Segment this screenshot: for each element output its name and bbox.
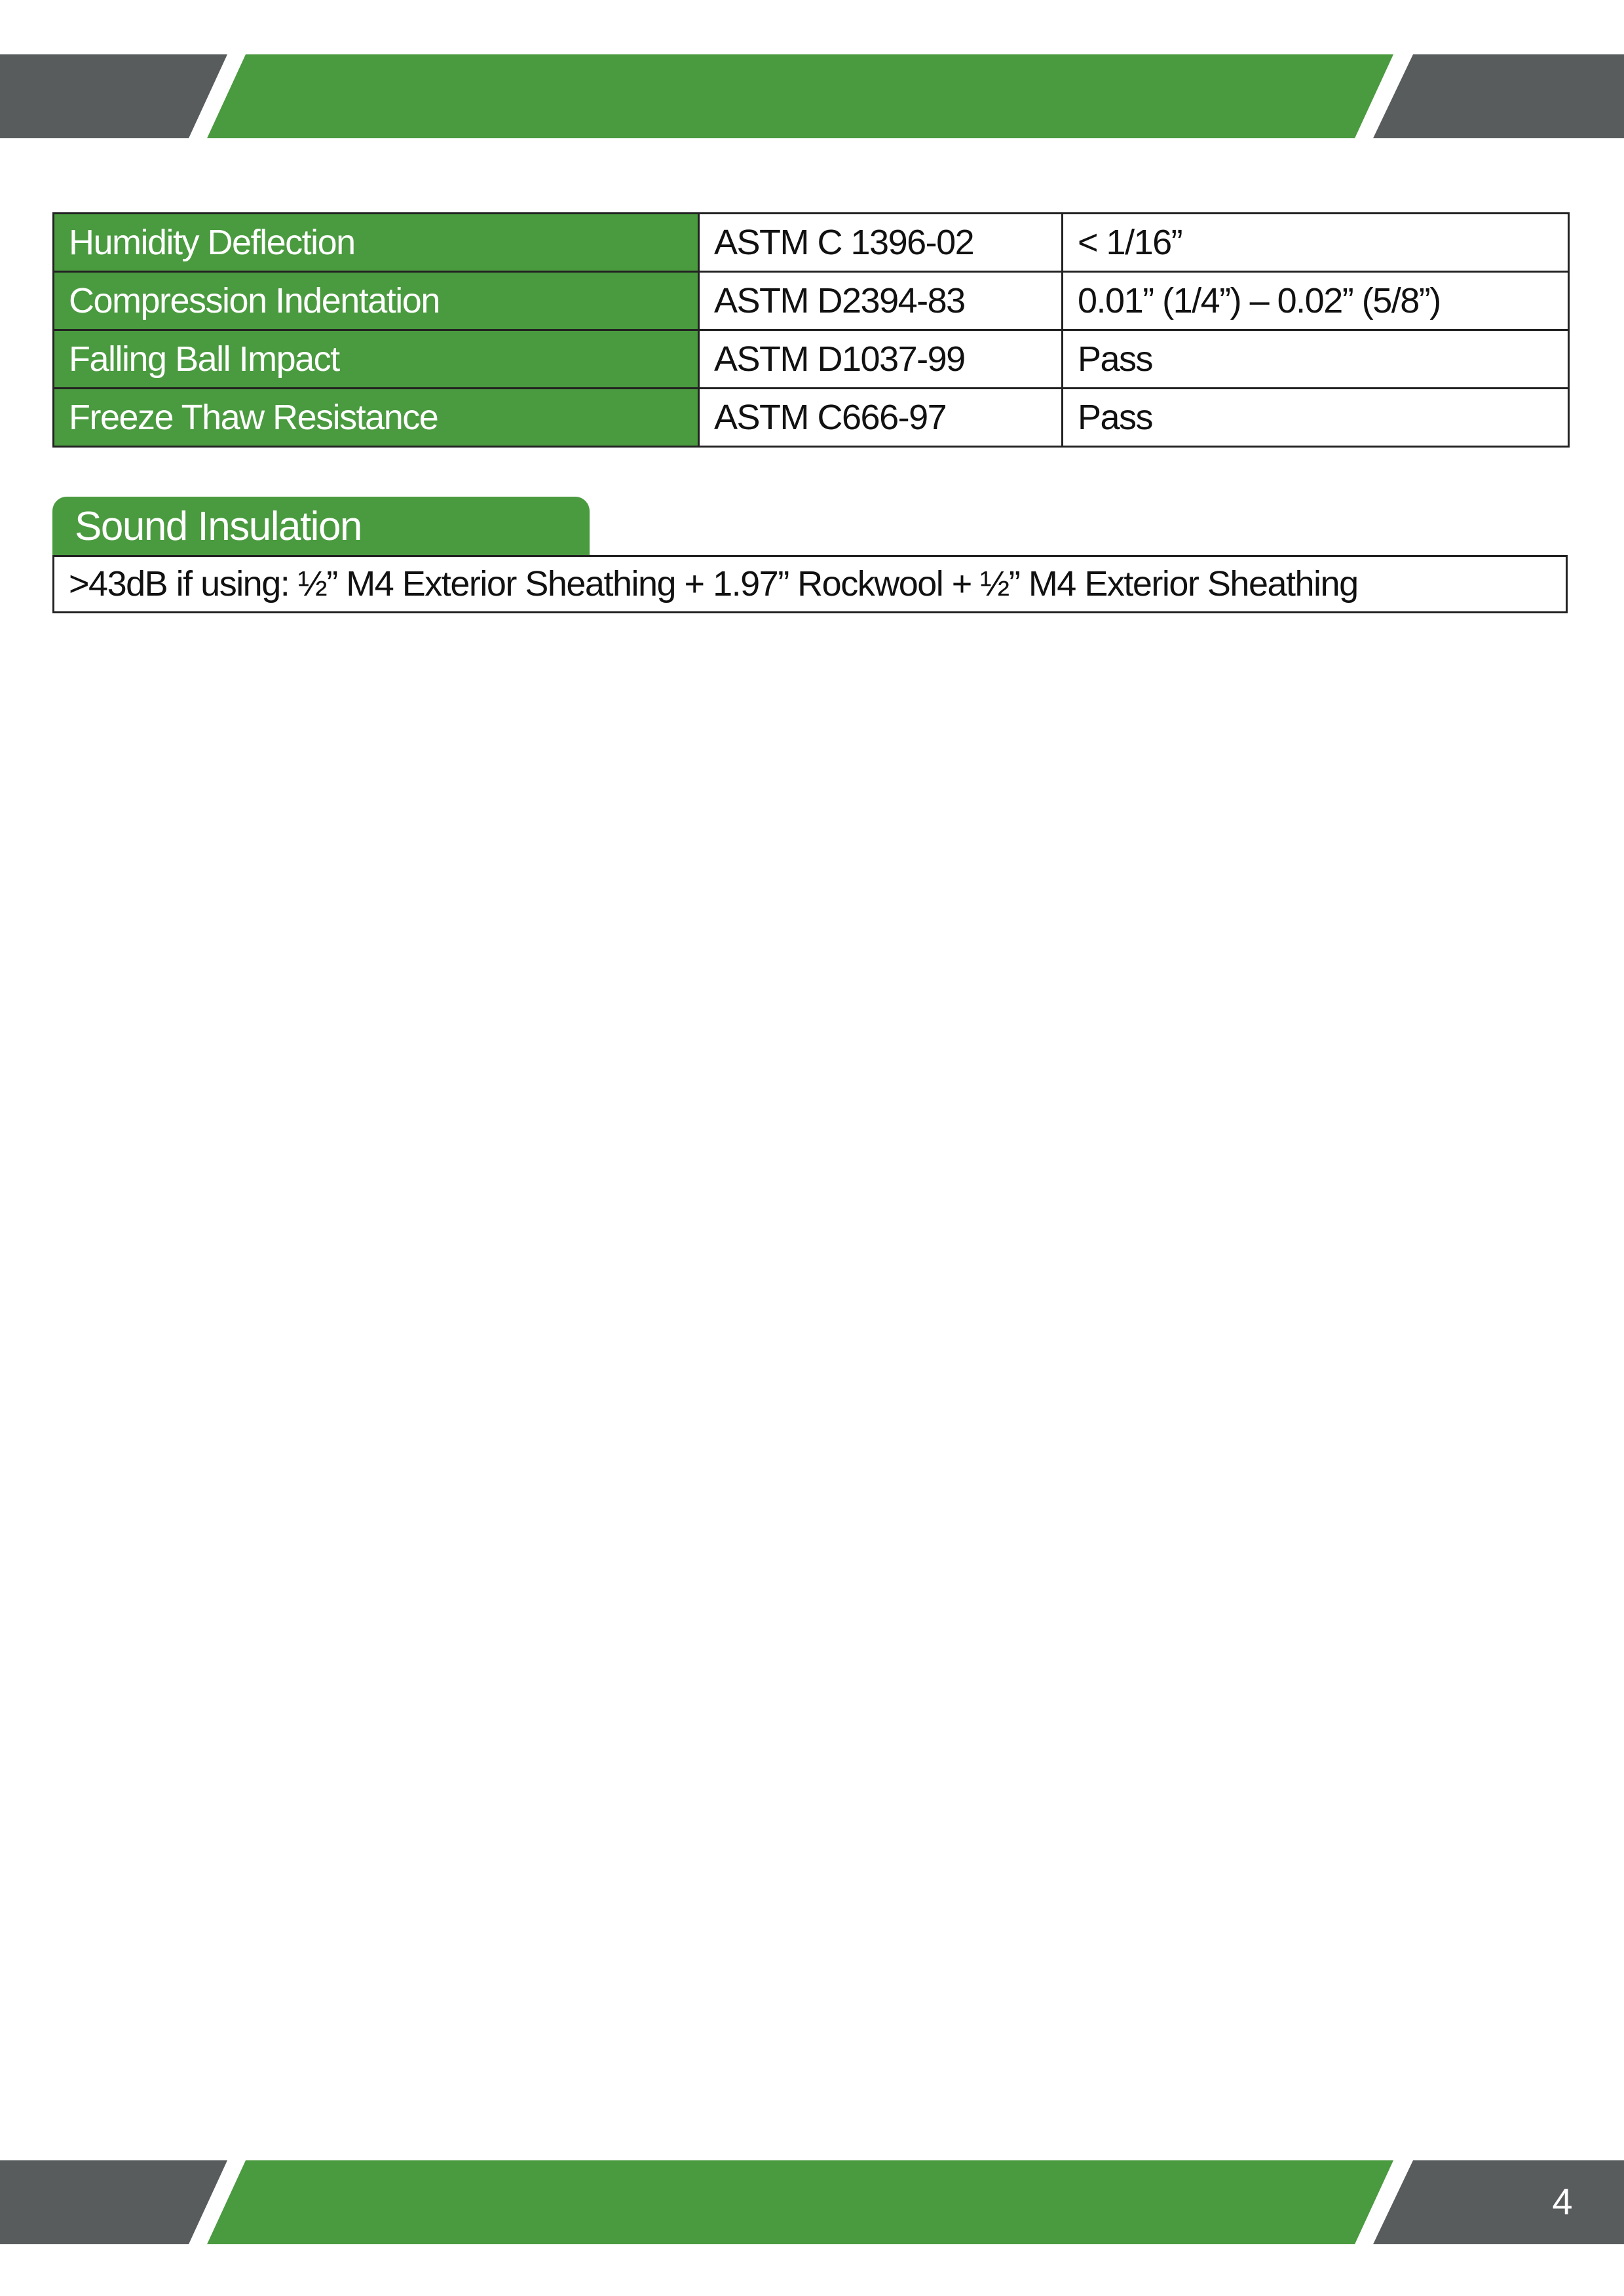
page-number: 4	[1552, 2181, 1573, 2222]
sound-insulation-text: >43dB if using: ½” M4 Exterior Sheathing + 1.97” Rockwool + ½” M4 Exterior Sheathing	[52, 555, 1568, 613]
test-result-cell: Pass	[1063, 389, 1569, 447]
test-result-cell: < 1/16”	[1063, 214, 1569, 272]
test-standard-cell: ASTM C666-97	[699, 389, 1063, 447]
test-standard-cell: ASTM C 1396-02	[699, 214, 1063, 272]
property-name-cell: Compression Indentation	[54, 272, 699, 330]
header-band	[0, 54, 1624, 138]
property-name-cell: Humidity Deflection	[54, 214, 699, 272]
sound-insulation-heading: Sound Insulation	[52, 497, 590, 557]
table-row	[54, 214, 1569, 272]
footer-band-center-segment	[207, 2160, 1393, 2244]
table-row	[54, 389, 1569, 447]
properties-table	[52, 212, 1570, 448]
test-standard-cell: ASTM D2394-83	[699, 272, 1063, 330]
property-name-cell: Falling Ball Impact	[54, 330, 699, 389]
test-result-cell: 0.01” (1/4”) – 0.02” (5/8”)	[1063, 272, 1569, 330]
footer-band	[0, 2160, 1624, 2244]
table-row	[54, 272, 1569, 330]
test-result-cell: Pass	[1063, 330, 1569, 389]
header-band-left-segment	[0, 54, 227, 138]
table-row	[54, 330, 1569, 389]
test-standard-cell: ASTM D1037-99	[699, 330, 1063, 389]
header-band-center-segment	[207, 54, 1393, 138]
property-name-cell: Freeze Thaw Resistance	[54, 389, 699, 447]
header-band-right-segment	[1373, 54, 1624, 138]
footer-band-left-segment	[0, 2160, 227, 2244]
